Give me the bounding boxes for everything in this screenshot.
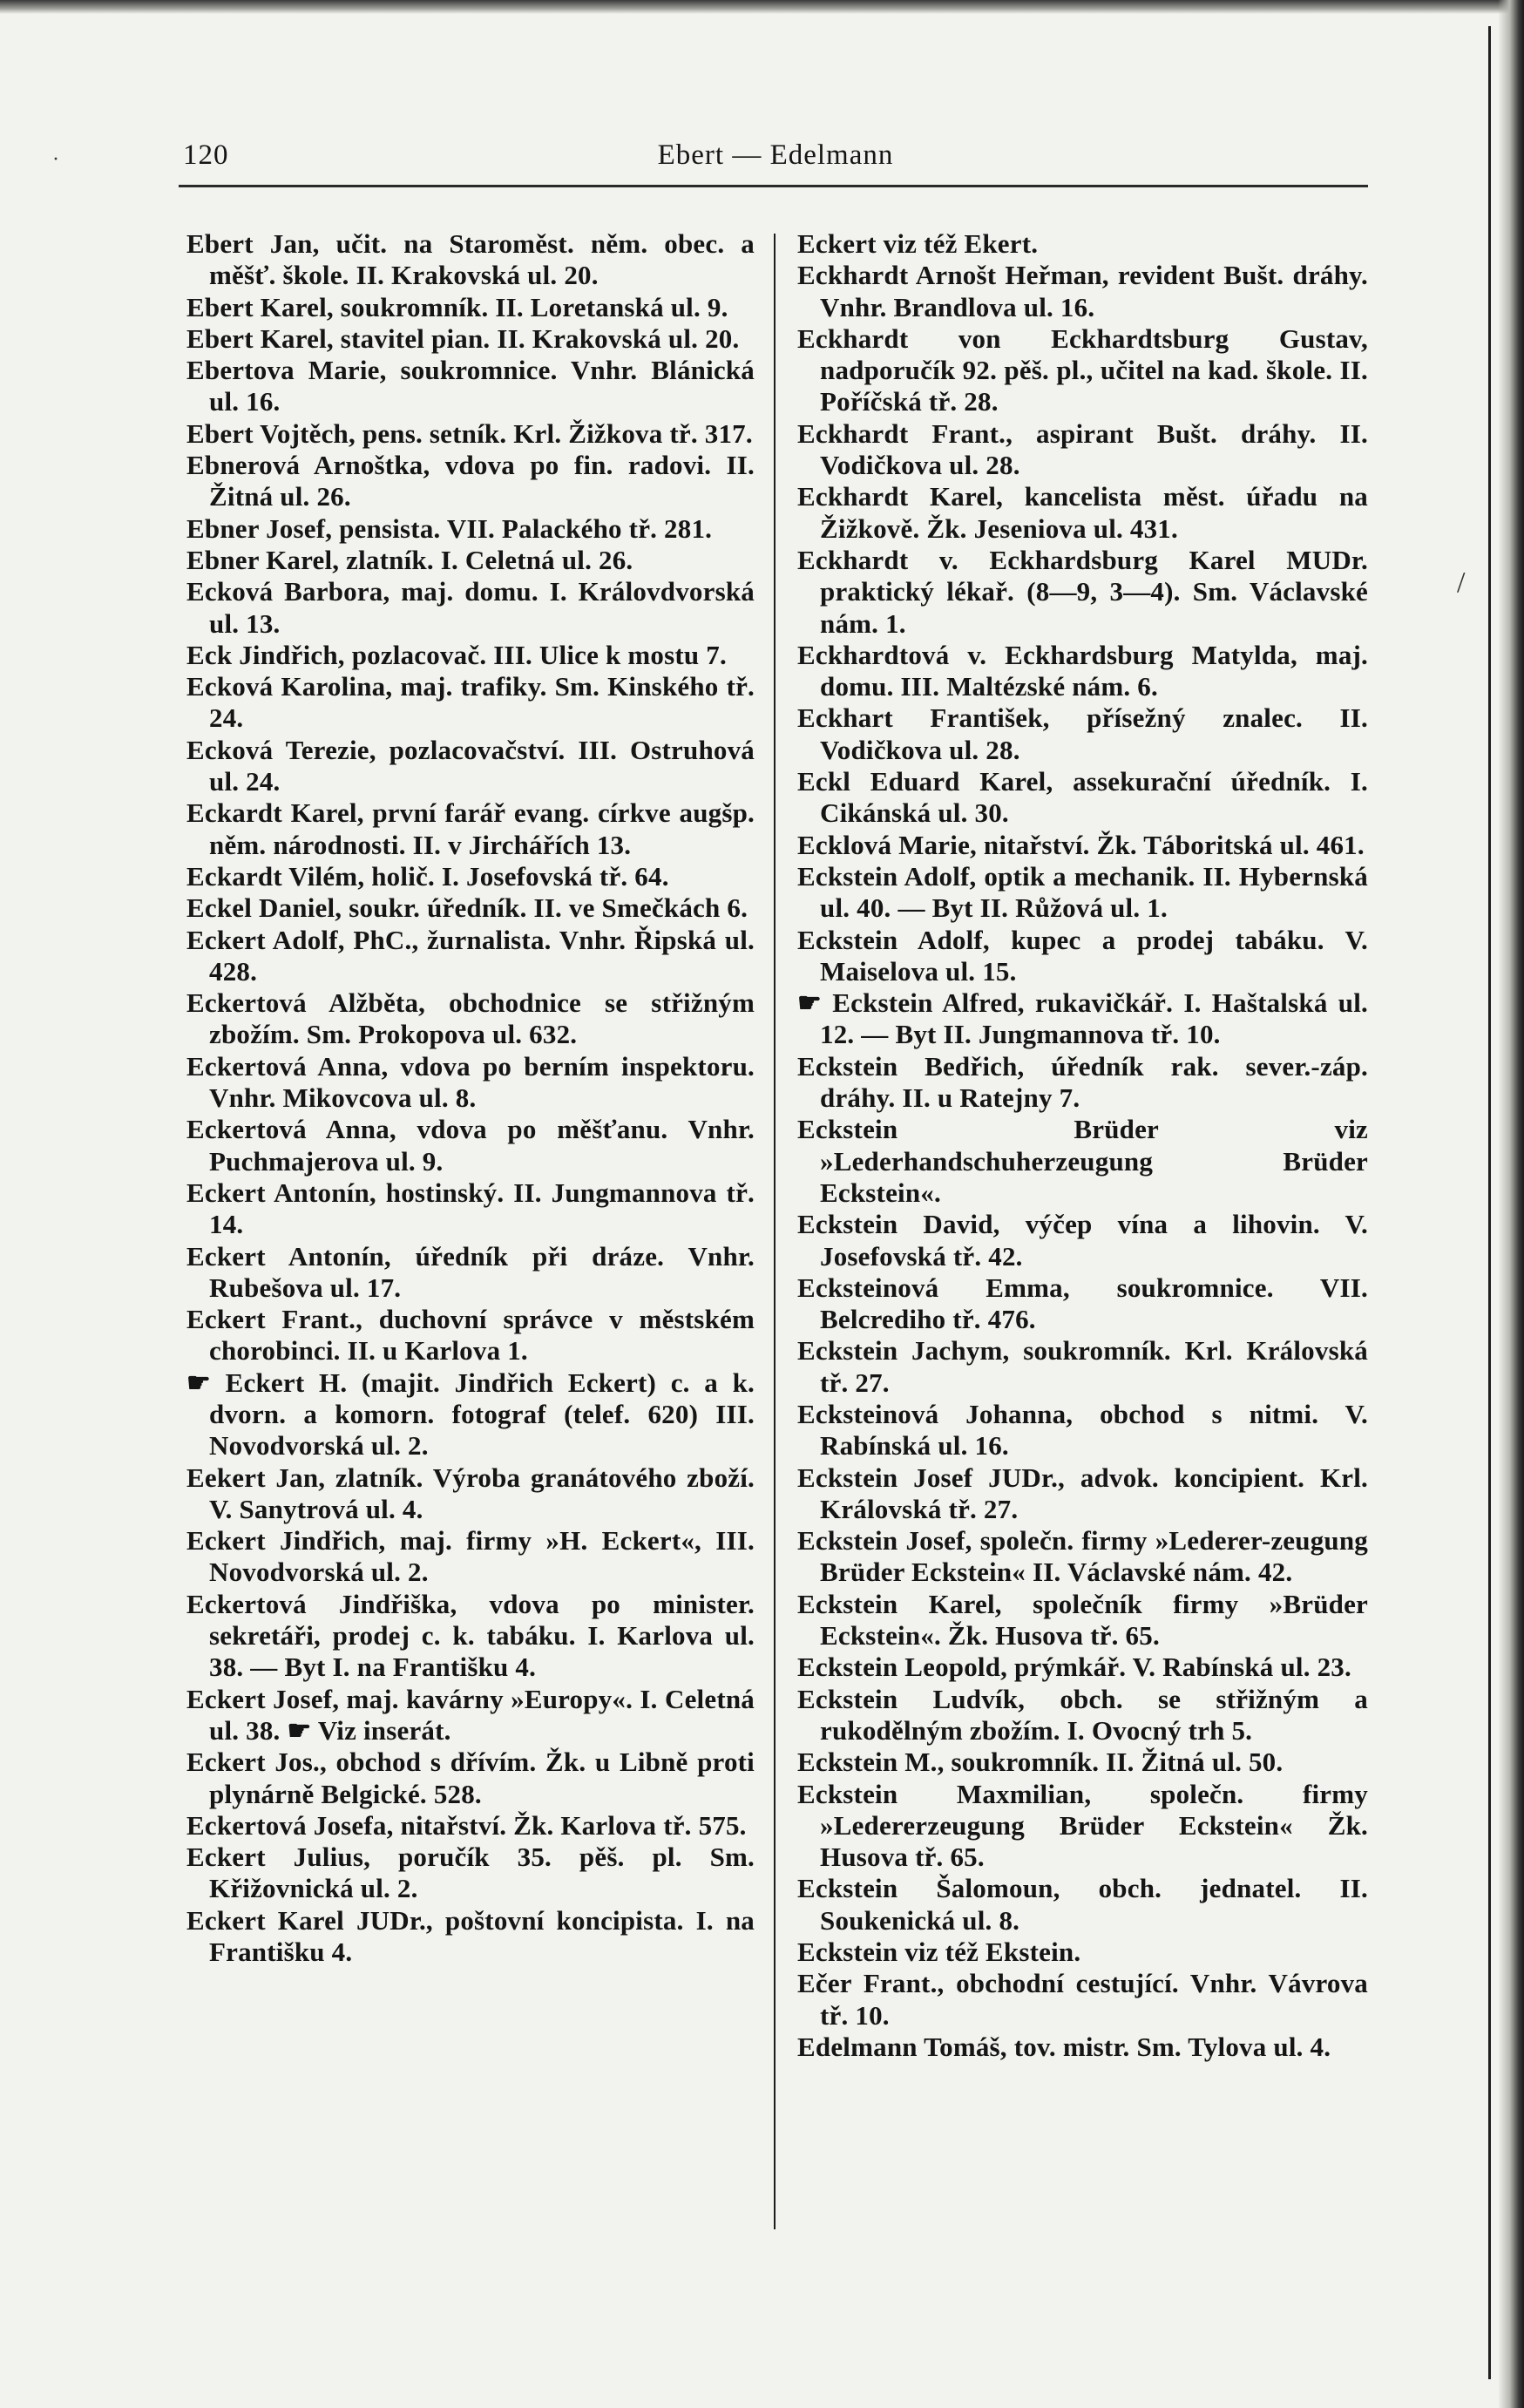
directory-entry: Ebert Karel, soukromník. II. Loretanská ul. 9.: [186, 291, 728, 322]
directory-entry: Eckert Jos., obchod s dřívím. Žk. u Libně proti plynárně Belgické. 528.: [186, 1747, 755, 1809]
directory-entry: Eckstein Adolf, optik a mechanik. II. Hybernská ul. 40. — Byt II. Růžová ul. 1.: [797, 860, 1368, 924]
directory-entry: Eckstein viz též Ekstein.: [797, 1937, 1081, 1968]
directory-entry: Eckstein Bedřich, úředník rak. sever.-záp. dráhy. II. u Ratejny 7.: [797, 1050, 1368, 1114]
directory-entry: Eckstein Ludvík, obch. se střižným a rukodělným zbožím. I. Ovocný trh 5.: [797, 1683, 1368, 1746]
directory-entry: Eckstein Leopold, prýmkář. V. Rabínská ul. 23.: [797, 1652, 1351, 1683]
directory-entry: ☛ Eckstein Alfred, rukavičkář. I. Haštalská ul. 12. — Byt II. Jungmannova tř. 10.: [797, 987, 1368, 1050]
directory-entry: Eckstein Brüder viz »Lederhandschuherzeugung Brüder Eckstein«.: [797, 1114, 1368, 1208]
directory-entry: Ebert Jan, učit. na Staroměst. něm. obec. a měšť. škole. II. Krakovská ul. 20.: [186, 228, 755, 291]
directory-entry: Eckstein David, výčep vína a lihovin. V. Josefovská tř. 42.: [797, 1209, 1368, 1272]
directory-entry: Eckert Antonín, úředník při dráze. Vnhr. Rubešova ul. 17.: [186, 1240, 755, 1303]
directory-entry: Ecksteinová Johanna, obchod s nitmi. V. Rabínská ul. 16.: [797, 1398, 1368, 1462]
directory-entry: Eckstein Šalomoun, obch. jednatel. II. Soukenická ul. 8.: [797, 1873, 1368, 1936]
page-header: [183, 139, 1368, 188]
directory-entry: Ecková Terezie, pozlacovačství. III. Ostruhová ul. 24.: [186, 734, 755, 797]
directory-entry: Eckhart František, přísežný znalec. II. Vodičkova ul. 28.: [797, 702, 1368, 765]
directory-entry: Eckertová Josefa, nitařství. Žk. Karlova tř. 575.: [186, 1809, 747, 1841]
directory-entry: Eckstein Maxmilian, společn. firmy »Ledererzeugung Brüder Eckstein« Žk. Husova tř. 65.: [797, 1778, 1368, 1873]
directory-entry: Ecklová Marie, nitařství. Žk. Táboritská ul. 461.: [797, 829, 1365, 860]
directory-entry: Eckert Jindřich, maj. firmy »H. Eckert«, III. Novodvorská ul. 2.: [186, 1525, 755, 1588]
directory-entry: Eckertová Jindřiška, vdova po minister. sekretáři, prodej c. k. tabáku. I. Karlova ul. 38. — Byt I. na Františku 4.: [186, 1588, 755, 1683]
directory-entry: Eckardt Karel, první farář evang. církve augšp. něm. národnosti. II. v Jirchářích 13.: [186, 797, 755, 860]
directory-entry: Ecková Barbora, maj. domu. I. Královdvorská ul. 13.: [186, 576, 755, 639]
directory-entry: Ebnerová Arnoštka, vdova po fin. radovi. II. Žitná ul. 26.: [186, 450, 755, 512]
running-title: Ebert — Edelmann: [657, 139, 894, 171]
margin-mark: /: [1457, 566, 1466, 599]
directory-entry: Eckhardt Frant., aspirant Bušt. dráhy. II. Vodičkova ul. 28.: [797, 417, 1368, 481]
directory-entry: Eckert Adolf, PhC., žurnalista. Vnhr. Řipská ul. 428.: [186, 924, 755, 987]
directory-entry: Eckstein Jachym, soukromník. Krl. Královská tř. 27.: [797, 1335, 1368, 1398]
directory-entry: Ečer Frant., obchodní cestující. Vnhr. Vávrova tř. 10.: [797, 1968, 1368, 2031]
directory-entry: Eckstein M., soukromník. II. Žitná ul. 50.: [797, 1747, 1284, 1778]
column-divider: [774, 234, 776, 2229]
page-number: 120: [183, 139, 229, 171]
directory-entry: Eckert Karel JUDr., poštovní koncipista. I. na Františku 4.: [186, 1904, 755, 1968]
directory-entry: Edelmann Tomáš, tov. mistr. Sm. Tylova ul. 4.: [797, 2031, 1331, 2062]
header-rule: [179, 185, 1368, 187]
directory-entry: Eckstein Karel, společník firmy »Brüder Eckstein«. Žk. Husova tř. 65.: [797, 1588, 1368, 1652]
directory-entry: Eckstein Josef, společn. firmy »Lederer-zeugung Brüder Eckstein« II. Václavské nám. 42.: [797, 1525, 1368, 1588]
scan-edge-right: [1498, 0, 1524, 2408]
directory-entry: Eckstein Adolf, kupec a prodej tabáku. V. Maiselova ul. 15.: [797, 924, 1368, 987]
directory-entry: Eckert Antonín, hostinský. II. Jungmannova tř. 14.: [186, 1177, 755, 1240]
directory-entry: Eekert Jan, zlatník. Výroba granátového zboží. V. Sanytrová ul. 4.: [186, 1462, 755, 1524]
directory-entry: Ebner Josef, pensista. VII. Palackého tř. 281.: [186, 512, 713, 544]
directory-entry: Eckert viz též Ekert.: [797, 228, 1039, 259]
directory-entry: Eckert Josef, maj. kavárny »Europy«. I. Celetná ul. 38. ☛ Viz inserát.: [186, 1683, 755, 1746]
directory-entry: Eckert Frant., duchovní správce v městském chorobinci. II. u Karlova 1.: [186, 1304, 755, 1367]
directory-entry: Eckhardt v. Eckhardsburg Karel MUDr. praktický lékař. (8—9, 3—4). Sm. Václavské nám. 1.: [797, 544, 1368, 639]
right-column: [797, 228, 1368, 2063]
directory-entry: Ebert Vojtěch, pens. setník. Krl. Žižkova tř. 317.: [186, 417, 753, 449]
scan-edge-top: [0, 0, 1524, 14]
directory-entry: Ecková Karolina, maj. trafiky. Sm. Kinského tř. 24.: [186, 671, 755, 734]
directory-entry: Eckert Julius, poručík 35. pěš. pl. Sm. Křižovnická ul. 2.: [186, 1842, 755, 1904]
directory-entry: Eckhardt Karel, kancelista měst. úřadu na Žižkově. Žk. Jeseniova ul. 431.: [797, 481, 1368, 544]
directory-entry: Ebert Karel, stavitel pian. II. Krakovská ul. 20.: [186, 322, 740, 354]
directory-entry: Eck Jindřich, pozlacovač. III. Ulice k mostu 7.: [186, 639, 727, 670]
scan-speck: ·: [52, 148, 59, 171]
directory-entry: Eckhardt von Eckhardtsburg Gustav, nadporučík 92. pěš. pl., učitel na kad. škole. II. Poříčská tř. 28.: [797, 322, 1368, 417]
directory-entry: Eckl Eduard Karel, assekurační úředník. I. Cikánská ul. 30.: [797, 766, 1368, 829]
directory-entry: Ebner Karel, zlatník. I. Celetná ul. 26.: [186, 544, 633, 575]
directory-entry: ☛ Eckert H. (majit. Jindřich Eckert) c. a k. dvorn. a komorn. fotograf (telef. 620) III. Novodvorská ul. 2.: [186, 1367, 755, 1462]
binding-shadow: [1488, 26, 1491, 2379]
directory-entry: Eckertová Anna, vdova po berním inspektoru. Vnhr. Mikovcova ul. 8.: [186, 1050, 755, 1114]
directory-entry: Ebertova Marie, soukromnice. Vnhr. Blánická ul. 16.: [186, 355, 755, 417]
directory-entry: Eckhardtová v. Eckhardsburg Matylda, maj. domu. III. Maltézské nám. 6.: [797, 639, 1368, 702]
directory-entry: Eckstein Josef JUDr., advok. koncipient. Krl. Královská tř. 27.: [797, 1462, 1368, 1524]
directory-entry: Eckardt Vilém, holič. I. Josefovská tř. 64.: [186, 860, 669, 892]
directory-entry: Eckel Daniel, soukr. úředník. II. ve Smečkách 6.: [186, 892, 748, 924]
directory-entry: Eckertová Anna, vdova po měšťanu. Vnhr. Puchmajerova ul. 9.: [186, 1114, 755, 1177]
directory-entry: Eckhardt Arnošt Heřman, revident Bušt. dráhy. Vnhr. Brandlova ul. 16.: [797, 260, 1368, 322]
left-column: [186, 228, 755, 1968]
directory-entry: Ecksteinová Emma, soukromnice. VII. Belcrediho tř. 476.: [797, 1272, 1368, 1335]
directory-entry: Eckertová Alžběta, obchodnice se střižným zbožím. Sm. Prokopova ul. 632.: [186, 987, 755, 1050]
